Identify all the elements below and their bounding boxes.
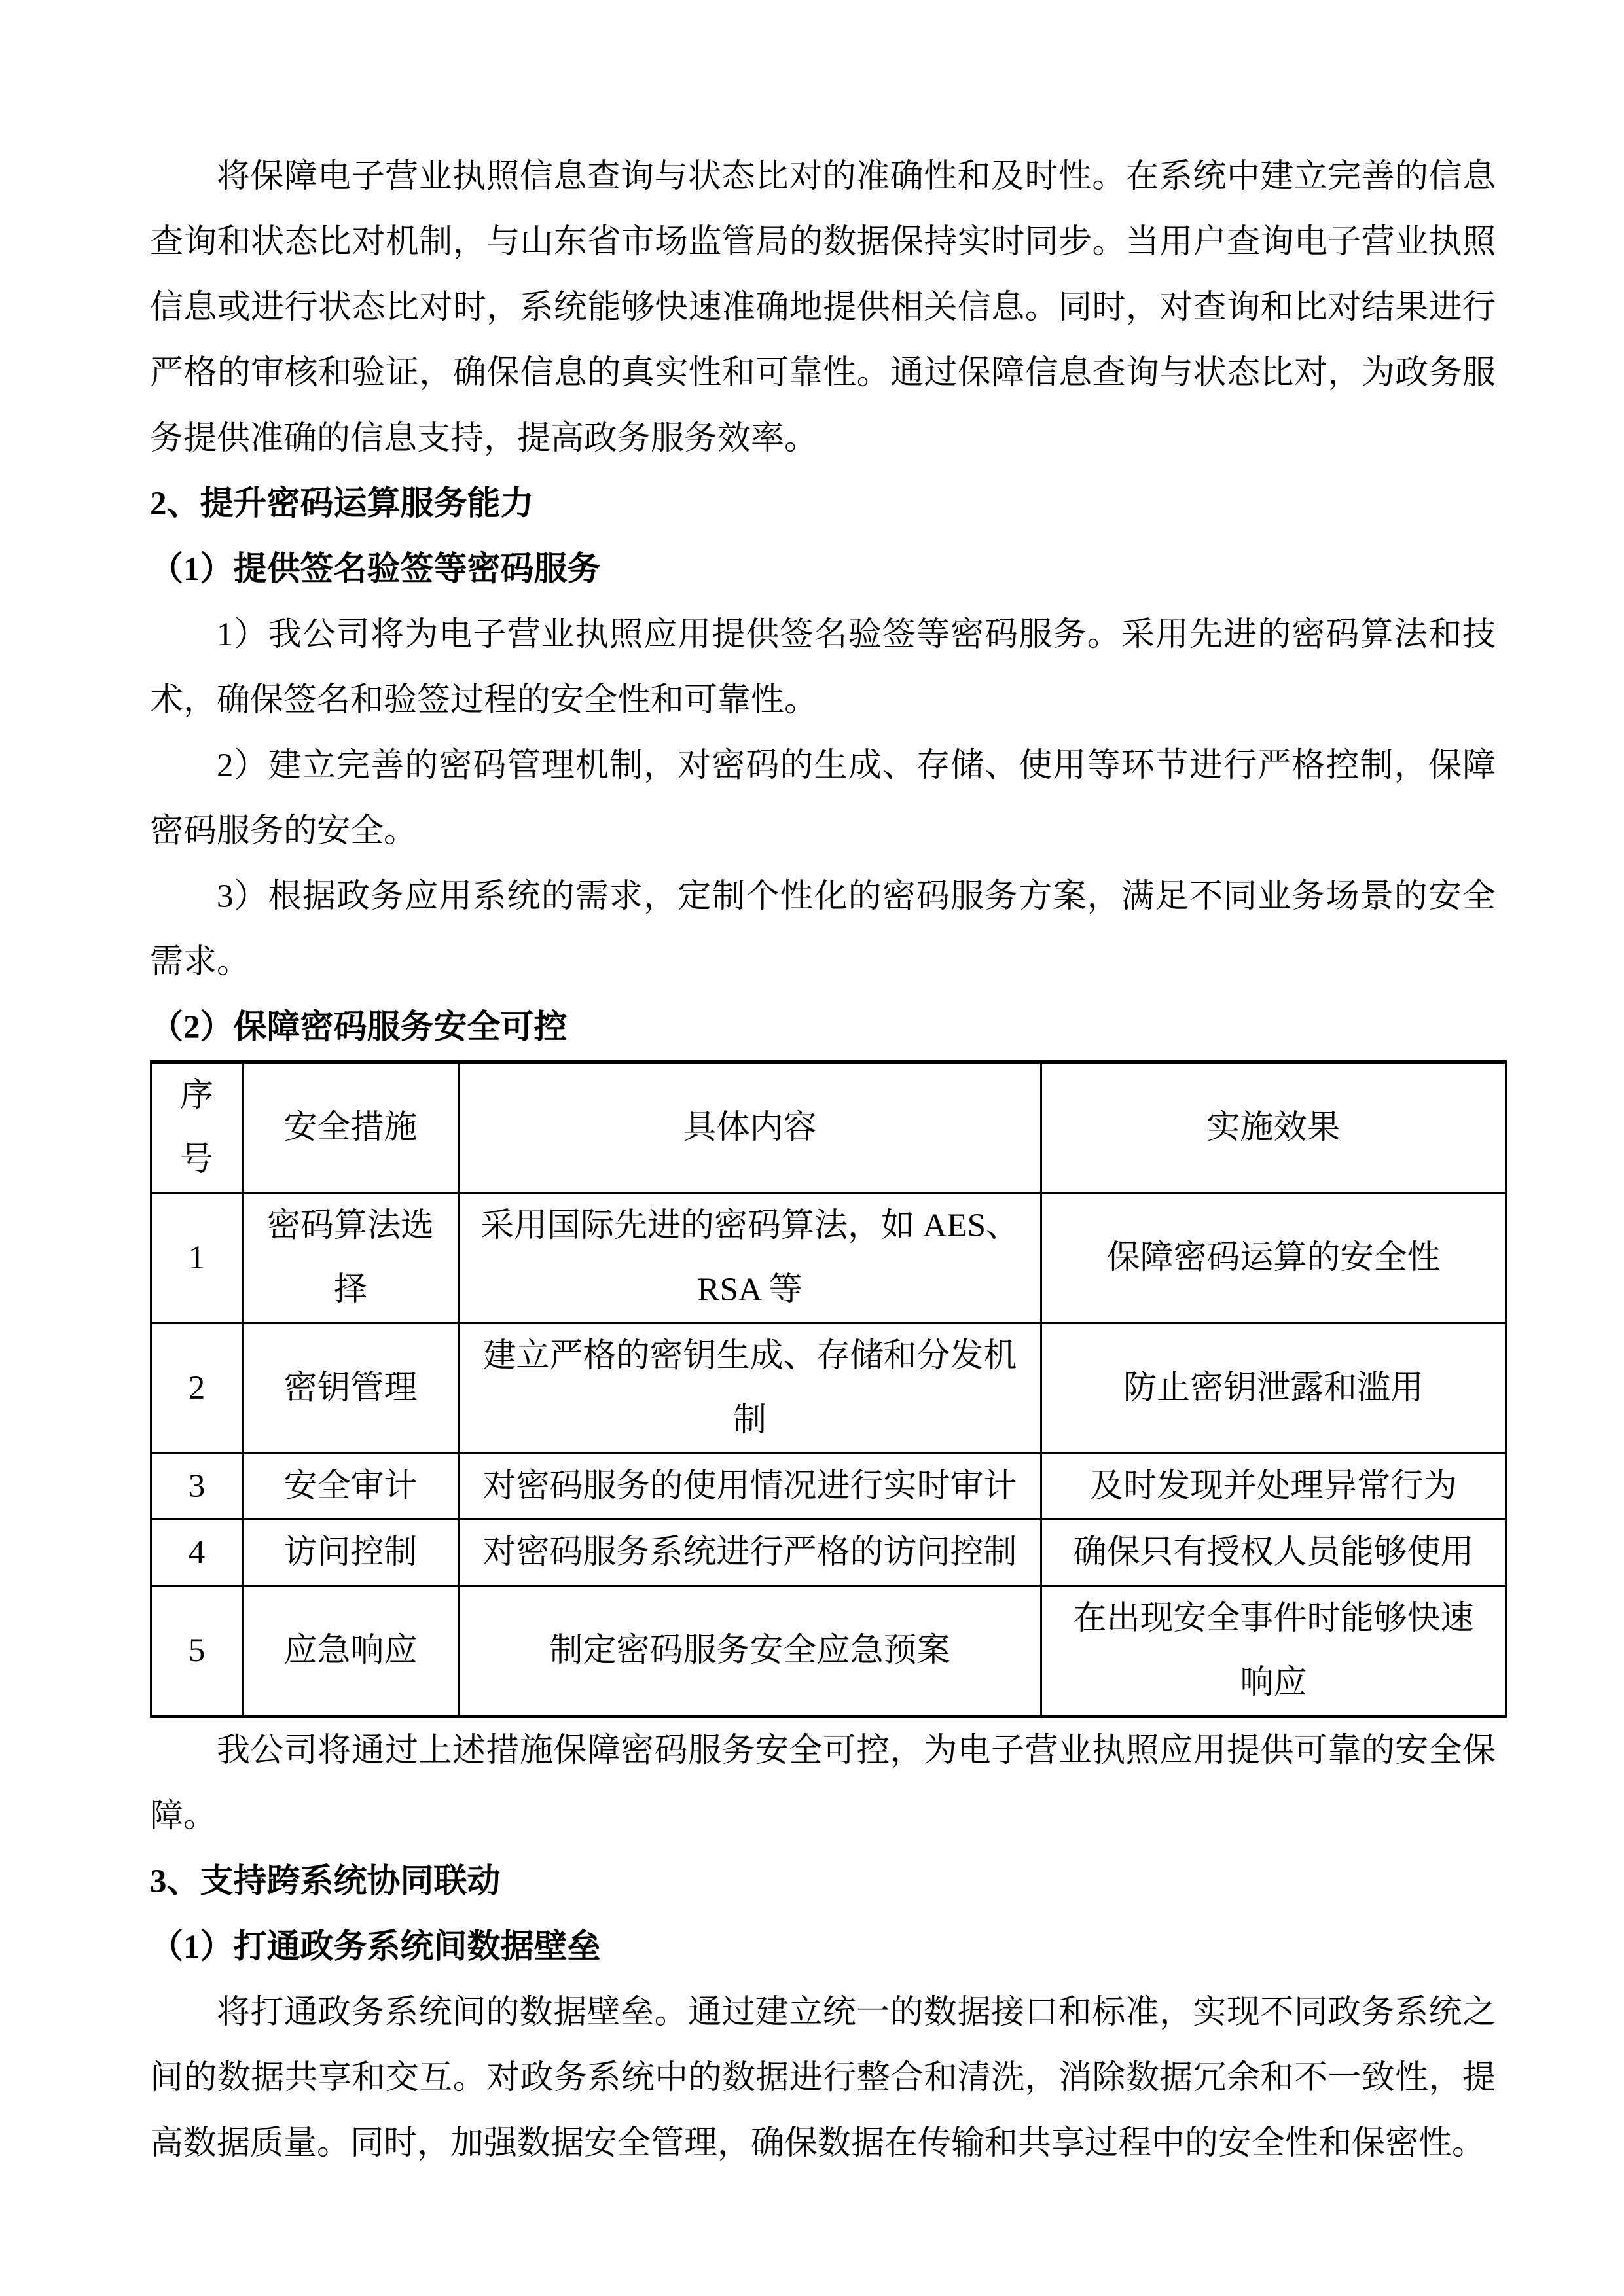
section-2-1-heading: （1）提供签名验签等密码服务: [150, 551, 601, 588]
security-measures-table: [150, 1060, 1507, 1718]
table-row: [151, 1520, 1506, 1586]
section-2-2-heading: （2）保障密码服务安全可控: [150, 1009, 568, 1046]
col-header-content: 具体内容: [459, 1062, 1041, 1193]
col-header-index-label: 序号: [179, 1077, 213, 1178]
table-row: [151, 1193, 1506, 1323]
section-3-1-heading: （1）打通政务系统间数据壁垒: [150, 1929, 601, 1965]
section-3-paragraph: 将打通政务系统间的数据壁垒。通过建立统一的数据接口和标准，实现不同政务系统之间的数据共享和交互。对政务系统中的数据进行整合和清洗，消除数据冗余和不一致性，提高数据质量。同时，加强数据安全管理，确保数据在传输和共享过程中的安全性和保密性。: [150, 1994, 1496, 2162]
col-header-effect: 实施效果: [1041, 1062, 1506, 1193]
cell-content: 对密码服务系统进行严格的访问控制: [459, 1520, 1041, 1586]
section-2-heading: 2、提升密码运算服务能力: [150, 486, 534, 522]
col-header-measure: 安全措施: [243, 1062, 459, 1193]
col-header-index: [151, 1062, 243, 1193]
document-content: [150, 144, 1496, 2176]
cell-effect: 确保只有授权人员能够使用: [1041, 1520, 1506, 1586]
cell-effect: 及时发现并处理异常行为: [1041, 1454, 1506, 1520]
table-header-row: [151, 1062, 1506, 1193]
cell-index: 1: [151, 1193, 243, 1323]
cell-measure: 密钥管理: [243, 1323, 459, 1454]
intro-paragraph: 将保障电子营业执照信息查询与状态比对的准确性和及时性。在系统中建立完善的信息查询和状态比对机制，与山东省市场监管局的数据保持实时同步。当用户查询电子营业执照信息或进行状态比对时，系统能够快速准确地提供相关信息。同时，对查询和比对结果进行严格的审核和验证，确保信息的真实性和可靠性。通过保障信息查询与状态比对，为政务服务提供准确的信息支持，提高政务服务效率。: [150, 158, 1496, 457]
cell-effect: 在出现安全事件时能够快速响应: [1041, 1586, 1506, 1717]
cell-measure: 安全审计: [243, 1454, 459, 1520]
cell-index: 4: [151, 1520, 243, 1586]
cell-content: 对密码服务的使用情况进行实时审计: [459, 1454, 1041, 1520]
cell-measure: 访问控制: [243, 1520, 459, 1586]
cell-index: 3: [151, 1454, 243, 1520]
cell-effect: 防止密钥泄露和滥用: [1041, 1323, 1506, 1454]
cell-content: 采用国际先进的密码算法，如 AES、RSA 等: [459, 1193, 1041, 1323]
table-row: [151, 1454, 1506, 1520]
numbered-item-2: 2）建立完善的密码管理机制，对密码的生成、存储、使用等环节进行严格控制，保障密码服务的安全。: [150, 747, 1496, 850]
cell-content: 制定密码服务安全应急预案: [459, 1586, 1041, 1717]
cell-index: 2: [151, 1323, 243, 1454]
cell-measure: 应急响应: [243, 1586, 459, 1717]
table-row: [151, 1323, 1506, 1454]
cell-effect: 保障密码运算的安全性: [1041, 1193, 1506, 1323]
numbered-item-1: 1）我公司将为电子营业执照应用提供签名验签等密码服务。采用先进的密码算法和技术，确保签名和验签过程的安全性和可靠性。: [150, 617, 1496, 719]
section-3-heading: 3、支持跨系统协同联动: [150, 1863, 501, 1900]
numbered-item-3: 3）根据政务应用系统的需求，定制个性化的密码服务方案，满足不同业务场景的安全需求。: [150, 878, 1496, 980]
closing-paragraph: 我公司将通过上述措施保障密码服务安全可控，为电子营业执照应用提供可靠的安全保障。: [150, 1732, 1496, 1835]
cell-measure: 密码算法选择: [243, 1193, 459, 1323]
cell-index: 5: [151, 1586, 243, 1717]
table-row: [151, 1586, 1506, 1717]
cell-content: 建立严格的密钥生成、存储和分发机制: [459, 1323, 1041, 1454]
